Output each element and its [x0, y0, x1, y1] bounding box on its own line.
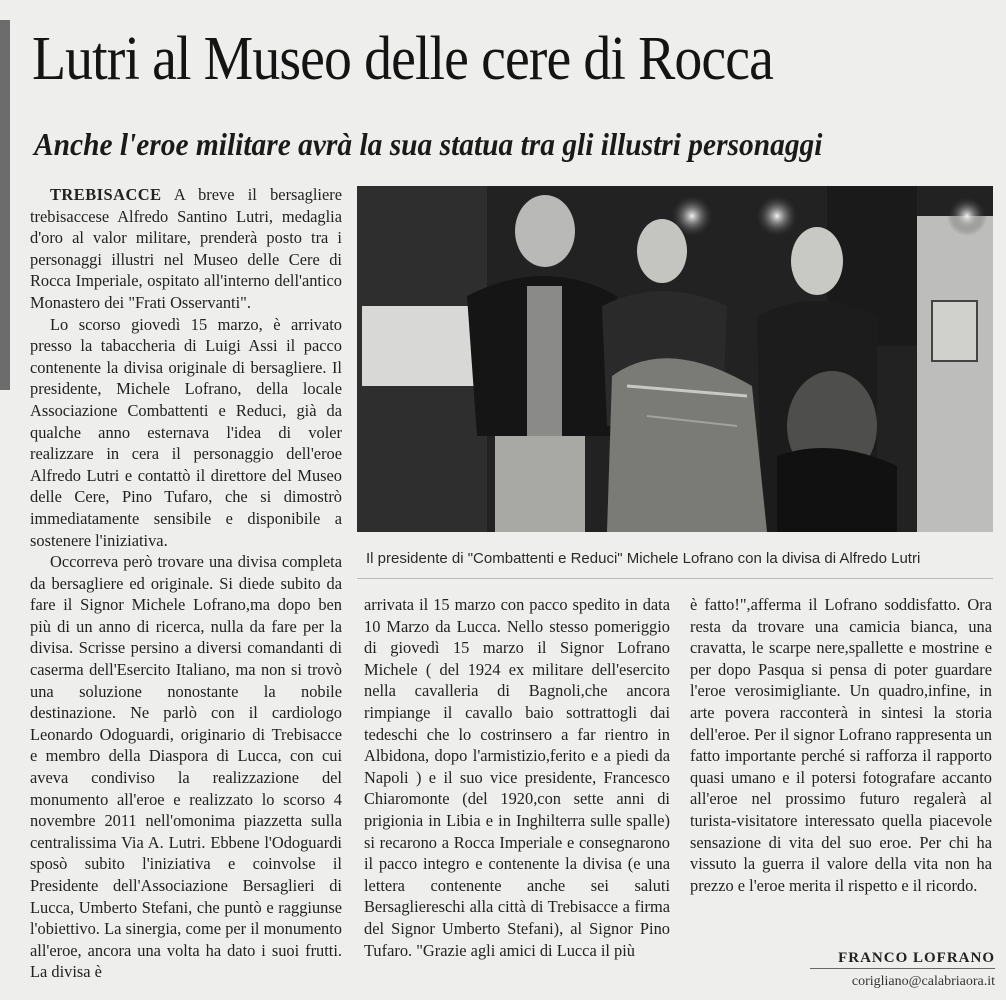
- photo-caption: Il presidente di "Combattenti e Reduci" Michele Lofrano con la divisa di Alfredo Lutri: [366, 550, 921, 567]
- paragraph: arrivata il 15 marzo con pacco spedito in data 10 Marzo da Lucca. Nello stesso pomeriggio di giovedì 15 marzo il Signor Lofrano Michele ( del 1924 ex militare dell'esercito nella cavalleria di Bagnoli,che ancora rimpiange il cavallo baio sottrattogli dai tedeschi che lo costrinsero a far rientro in Albidona, dopo l'armistizio,ferito e a piedi da Napoli ) e il suo vice presidente, Francesco Chiaromonte (del 1920,con sette anni di prigionia in Libia e in Inghilterra sulle spalle) si recarono a Rocca Imperiale e consegnarono il pacco integro e contenente la divisa (e una lettera contenente anche sei saluti Bersagliereschi alla città di Trebisacce a firma del Signor Umberto Stefani), al Signor Pino Tufaro. "Grazie agli amici di Lucca il più: [364, 595, 670, 960]
- photo-illustration: [357, 186, 993, 532]
- dateline: TREBISACCE: [50, 185, 162, 204]
- byline-divider: [810, 968, 995, 969]
- article-column-left: [30, 184, 342, 983]
- headline: Lutri al Museo delle cere di Rocca: [32, 25, 773, 93]
- paragraph: Occorreva però trovare una divisa completa da bersagliere ed originale. Si diede subito da fare il Signor Michele Lofrano,ma dopo ben più di un anno di ricerca, nulla da fare per la divisa. Scrisse persino a diversi comandanti di caserma dell'Esercito Italiano, ma non si trovò una soluzione nonostante la nobile destinazione. Ne parlò con il cardiologo Leonardo Odoguardi, originario di Trebisacce e membro della Diaspora di Lucca, con cui aveva condiviso la realizzazione del monumento all'eroe e realizzato lo scorso 4 novembre 2011 nell'omonima piazzetta sulla centralissima Via A. Lutri. Ebbene l'Odoguardi sposò subito l'iniziativa e coinvolse il Presidente dell'Associazione Bersaglieri di Lucca, Umberto Stefani, che puntò e raggiunse l'obiettivo. La sinergia, come per il monumento all'eroe, ancora una volta ha dato i suoi frutti. La divisa è: [30, 552, 342, 982]
- author-byline: FRANCO LOFRANO: [838, 950, 995, 966]
- subheadline: Anche l'eroe militare avrà la sua statua tra gli illustri personaggi: [34, 126, 823, 162]
- page-edge-bar: [0, 20, 10, 390]
- article-photo: [357, 186, 993, 532]
- paragraph: è fatto!",afferma il Lofrano soddisfatto. Ora resta da trovare una camicia bianca, una cravatta, le scarpe nere,spallette e mostrine e per dopo Pasqua si pensa di poter guardare l'eroe verosimigliante. Un quadro,infine, in arte povera racconterà in sintesi la storia dell'eroe. Per il signor Lofrano rappresenta un fatto importante perché si rafforza il rapporto quasi umano e il potersi fotografare accanto all'eroe nel prossimo futuro regalerà al turista-visitatore interessato quella piacevole sensazione di vita del suo eroe. Per chi ha vissuto la guerra il valore della vita non ha prezzo e l'eroe merita il rispetto e il ricordo.: [690, 595, 992, 895]
- article-column-right: [690, 594, 992, 896]
- paragraph: Lo scorso giovedì 15 marzo, è arrivato presso la tabaccheria di Luigi Assi il pacco contenente la divisa originale di bersagliere. Il presidente, Michele Lofrano, della locale Associazione Combattenti e Reduci, già da qualche anno esternava l'idea di voler realizzare in cera il personaggio dell'eroe Alfredo Lutri e contattò il direttore del Museo delle Cere, Pino Tufaro, che si dimostrò immediatamente sensibile e disponibile a sostenere l'iniziativa.: [30, 314, 342, 550]
- article-column-middle: [364, 594, 670, 961]
- caption-divider: [357, 578, 993, 579]
- paragraph: TREBISACCE A breve il bersagliere trebisaccese Alfredo Santino Lutri, medaglia d'oro al valor militare, prenderà posto tra i personaggi illustri nel Museo delle Cere di Rocca Imperiale, ospitato all'interno dell'antico Monastero dei "Frati Osservanti".: [30, 185, 342, 312]
- author-email: corigliano@calabriaora.it: [851, 974, 995, 989]
